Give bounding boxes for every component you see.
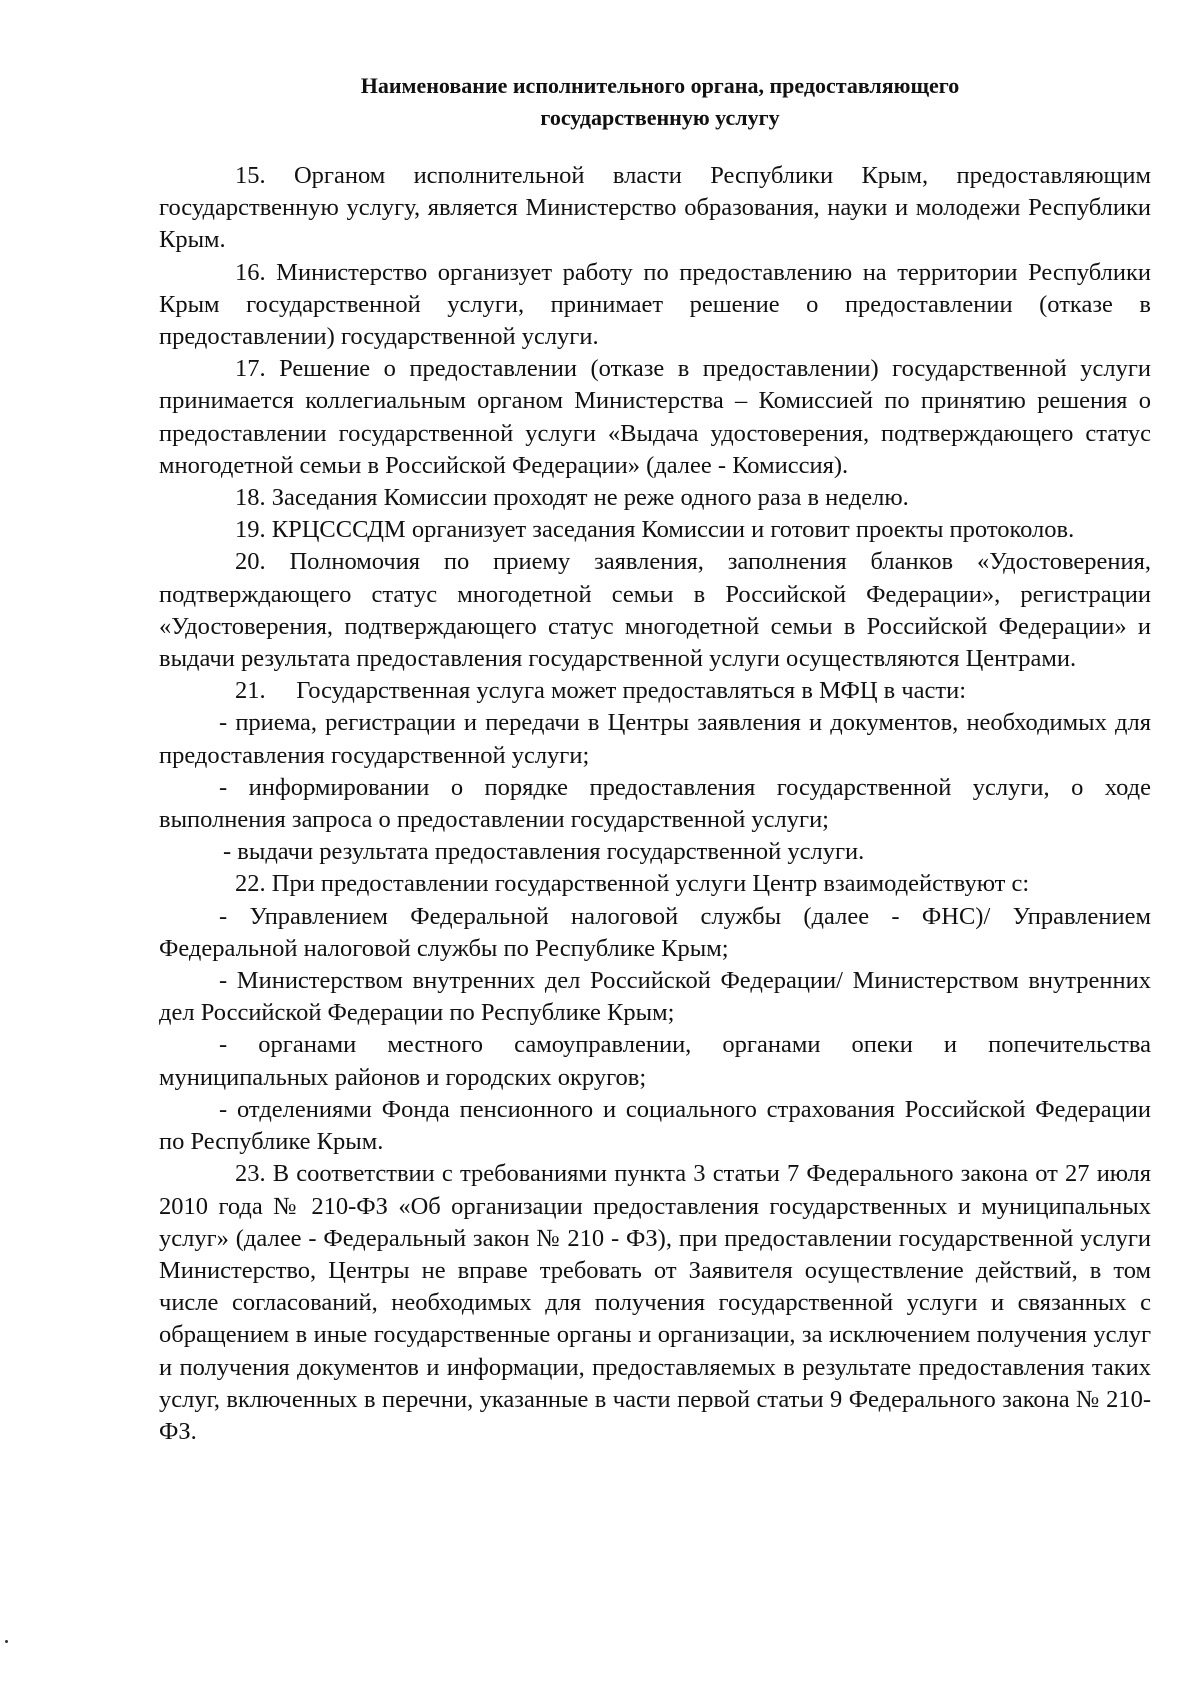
paragraph-18: 18. Заседания Комиссии проходят не реже одного раза в неделю. <box>235 484 909 512</box>
paragraph-17: 17. Решение о предоставлении (отказе в предоставлении) государственной услуги принимается коллегиальным органом Министерства – Комиссией по принятию решения о предоставлении государственной услуги «Выдача удостоверения, подтверждающего статус многодетной семьи в Российской Федерации» (далее - Комиссия). <box>159 355 1151 479</box>
list-item-21-2: - информировании о порядке предоставления государственной услуги, о ходе выполнения запроса о предоставлении государственной услуги; <box>159 773 1151 834</box>
list-item-22-3: - органами местного самоуправлении, органами опеки и попечительства муниципальных районов и городских округов; <box>159 1031 1151 1091</box>
list-item-22-1: - Управлением Федеральной налоговой службы (далее - ФНС)/ Управлением Федеральной налоговой службы по Республике Крым; <box>159 902 1151 962</box>
paragraph-19: 19. КРЦСССДМ организует заседания Комиссии и готовит проекты протоколов. <box>235 516 1075 544</box>
paragraph-22: 22. При предоставлении государственной услуги Центр взаимодействуют с: <box>235 870 1030 898</box>
heading-line-2: государственную услугу <box>540 105 780 130</box>
paragraph-21: 21. Государственная услуга может предоставляться в МФЦ в части: <box>235 677 967 705</box>
heading-line-1: Наименование исполнительного органа, предоставляющего <box>360 73 960 98</box>
list-item-22-2: - Министерством внутренних дел Российской Федерации/ Министерством внутренних дел Российской Федерации по Республике Крым; <box>159 967 1151 1027</box>
list-item-21-1: - приема, регистрации и передачи в Центры заявления и документов, необходимых для предоставления государственной услуги; <box>159 709 1151 769</box>
list-item-22-4: - отделениями Фонда пенсионного и социального страхования Российской Федерации по Республике Крым. <box>159 1095 1151 1156</box>
document-body <box>159 160 1151 1448</box>
list-item-21-3: - выдачи результата предоставления государственной услуги. <box>223 838 865 866</box>
paragraph-16: 16. Министерство организует работу по предоставлению на территории Республики Крым государственной услуги, принимает решение о предоставлении (отказе в предоставлении) государственной услуги. <box>159 258 1151 351</box>
scan-artifact-dot <box>5 1640 8 1643</box>
paragraph-20: 20. Полномочия по приему заявления, заполнения бланков «Удостоверения, подтверждающего статус многодетной семьи в Российской Федерации», регистрации «Удостоверения, подтверждающего статус многодетной семьи в Российской Федерации» и выдачи результата предоставления государственной услуги осуществляются Центрами. <box>159 548 1151 673</box>
paragraph-23: 23. В соответствии с требованиями пункта 3 статьи 7 Федерального закона от 27 июля 2010 года № 210-ФЗ «Об организации предоставления государственных и муниципальных услуг» (далее - Федеральный закон № 210 - ФЗ), при предоставлении государственной услуги Министерство, Центры не вправе требовать от Заявителя осуществление действий, в том числе согласований, необходимых для получения государственной услуги и связанных с обращением в иные государственные органы и организации, за исключением получения услуг и получения документов и информации, предоставляемых в результате предоставления таких услуг, включенных в перечни, указанные в части первой статьи 9 Федерального закона № 210-ФЗ. <box>159 1160 1151 1445</box>
paragraph-15: 15. Органом исполнительной власти Республики Крым, предоставляющим государственную услугу, является Министерство образования, науки и молодежи Республики Крым. <box>159 162 1151 254</box>
section-heading <box>160 70 1160 134</box>
